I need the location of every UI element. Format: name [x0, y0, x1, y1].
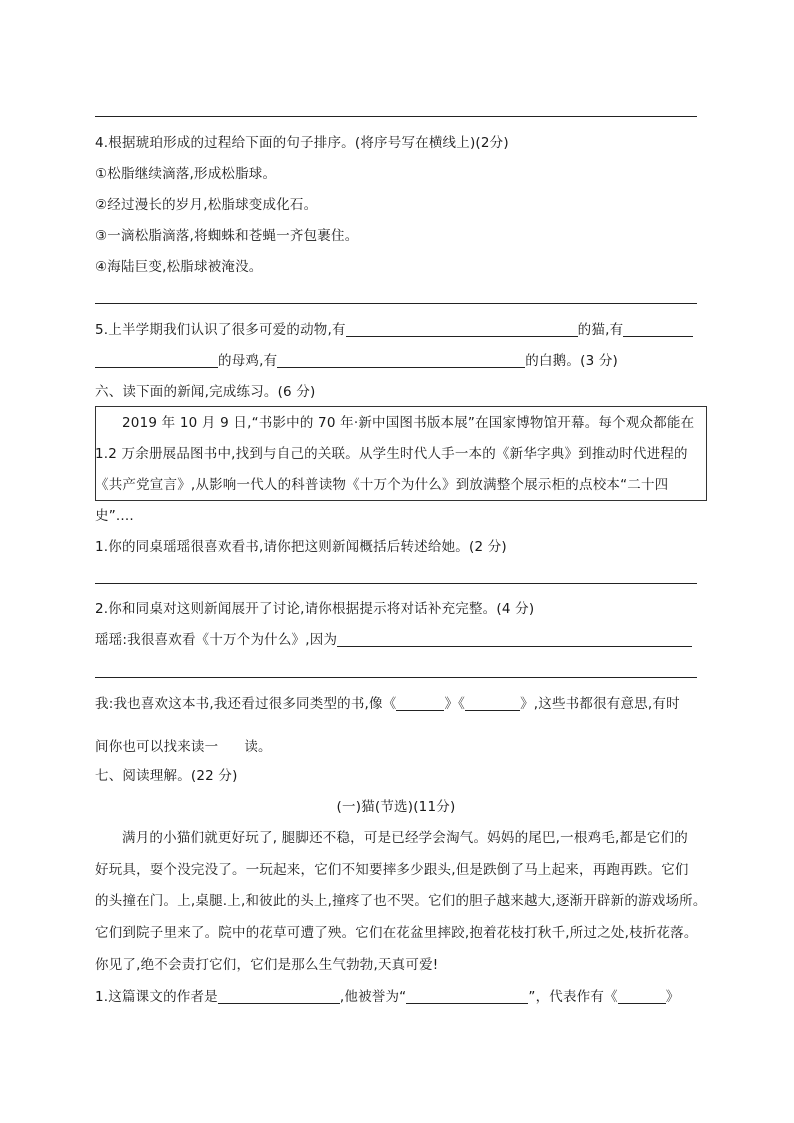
answer-line[interactable]: [95, 677, 697, 678]
q4-item-2: ②经过漫长的岁月,松脂球变成化石。: [95, 197, 318, 213]
section-6-question-2: 2.你和同桌对这则新闻展开了讨论,请你根据提示将对话补充完整。(4 分): [95, 601, 535, 617]
q4-item-4: ④海陆巨变,松脂球被淹没。: [95, 259, 263, 275]
answer-line: [95, 303, 697, 304]
question-5-line-1: [95, 320, 693, 340]
q5-cat-text: 的猫,有: [577, 322, 624, 338]
section-6-question-1: 1.你的同桌瑶瑶很喜欢看书,请你把这则新闻概括后转述给她。(2 分): [95, 539, 507, 555]
section-7-title: 七、阅读理解。(22 分): [95, 768, 238, 784]
me-text-5: 读。: [244, 739, 272, 755]
fill-blank-book-2[interactable]: [465, 695, 520, 711]
answer-line: [95, 116, 697, 117]
s7q1-text-a: 1.这篇课文的作者是: [95, 989, 218, 1005]
fill-blank-hen[interactable]: [623, 321, 693, 337]
fill-blank-goose[interactable]: [277, 352, 525, 368]
passage-line-3: 的头撞在门。上,桌腿.上,和彼此的头上,撞疼了也不哭。它们的胆子越来越大,逐渐开辟新的游戏场所。: [95, 893, 707, 909]
passage-line-4: 它们到院子里来了。院中的花草可遭了殃。它们在花盆里摔跤,抱着花枝打秋千,所过之处,枝折花落。: [95, 925, 698, 941]
fill-blank-reason[interactable]: [337, 631, 692, 647]
q5-goose-text: 的白鹅。(3 分): [525, 353, 619, 369]
q5-hen-text: 的母鸡,有: [218, 353, 278, 369]
yaoyao-text: 瑶瑶:我很喜欢看《十万个为什么》,因为: [95, 632, 338, 648]
question-5-line-2: [95, 351, 618, 371]
section-7-question-1: [95, 987, 680, 1007]
dialogue-me-line-1: [95, 694, 680, 714]
section-6-title: 六、读下面的新闻,完成练习。(6 分): [95, 384, 316, 400]
s7q1-text-d: 》: [665, 989, 680, 1005]
q4-item-3: ③一滴松脂滴落,将蜘蛛和苍蝇一齐包裹住。: [95, 228, 359, 244]
dialogue-me-line-2: [95, 737, 272, 757]
fill-blank-hen-cont[interactable]: [95, 352, 218, 368]
passage-subtitle: (一)猫(节选)(11分): [336, 799, 456, 815]
answer-line[interactable]: [95, 583, 697, 584]
me-text-4: 间你也可以找来读一: [95, 739, 219, 755]
news-line-1: 2019 年 10 月 9 日,“书影中的 70 年·新中国图书版本展”在国家博物馆开幕。每个观众都能在: [122, 415, 695, 431]
fill-blank-work[interactable]: [618, 988, 666, 1004]
fill-blank-book-1[interactable]: [396, 695, 444, 711]
passage-line-2: 好玩具，耍个没完没了。一玩起来，它们不知要摔多少跟头,但是跌倒了马上起来，再跑再跌。它们: [95, 862, 689, 878]
fill-blank-cat[interactable]: [346, 321, 578, 337]
s7q1-text-c: ”，代表作有《: [528, 989, 618, 1005]
q4-item-1: ①松脂继续滴落,形成松脂球。: [95, 166, 277, 182]
me-text-3: 》,这些书都很有意思,有时: [520, 696, 680, 712]
news-line-4: 史”....: [95, 508, 134, 524]
passage-line-5: 你见了,绝不会责打它们，它们是那么生气勃勃,天真可爱!: [95, 957, 439, 973]
dialogue-yaoyao: [95, 630, 692, 650]
fill-blank-title[interactable]: [406, 988, 528, 1004]
news-line-3: 《共产党宣言》,从影响一代人的科普读物《十万个为什么》到放满整个展示柜的点校本“二十四: [95, 477, 669, 493]
q5-prefix: 5.上半学期我们认识了很多可爱的动物,有: [95, 322, 346, 338]
s7q1-text-b: ,他被誉为“: [339, 989, 407, 1005]
fill-blank-author[interactable]: [218, 988, 340, 1004]
news-line-2: 1.2 万余册展品图书中,找到与自己的关联。从学生时代人手一本的《新华字典》到推动时代进程的: [95, 446, 688, 462]
question-4-title: 4.根据琥珀形成的过程给下面的句子排序。(将序号写在横线上)(2分): [95, 135, 509, 151]
me-text-2: 》《: [444, 696, 466, 712]
passage-line-1: 满月的小猫们就更好玩了, 腿脚还不稳，可是已经学会淘气。妈妈的尾巴,一根鸡毛,都是它们的: [122, 830, 688, 846]
me-text-1: 我:我也喜欢这本书,我还看过很多同类型的书,像《: [95, 696, 397, 712]
